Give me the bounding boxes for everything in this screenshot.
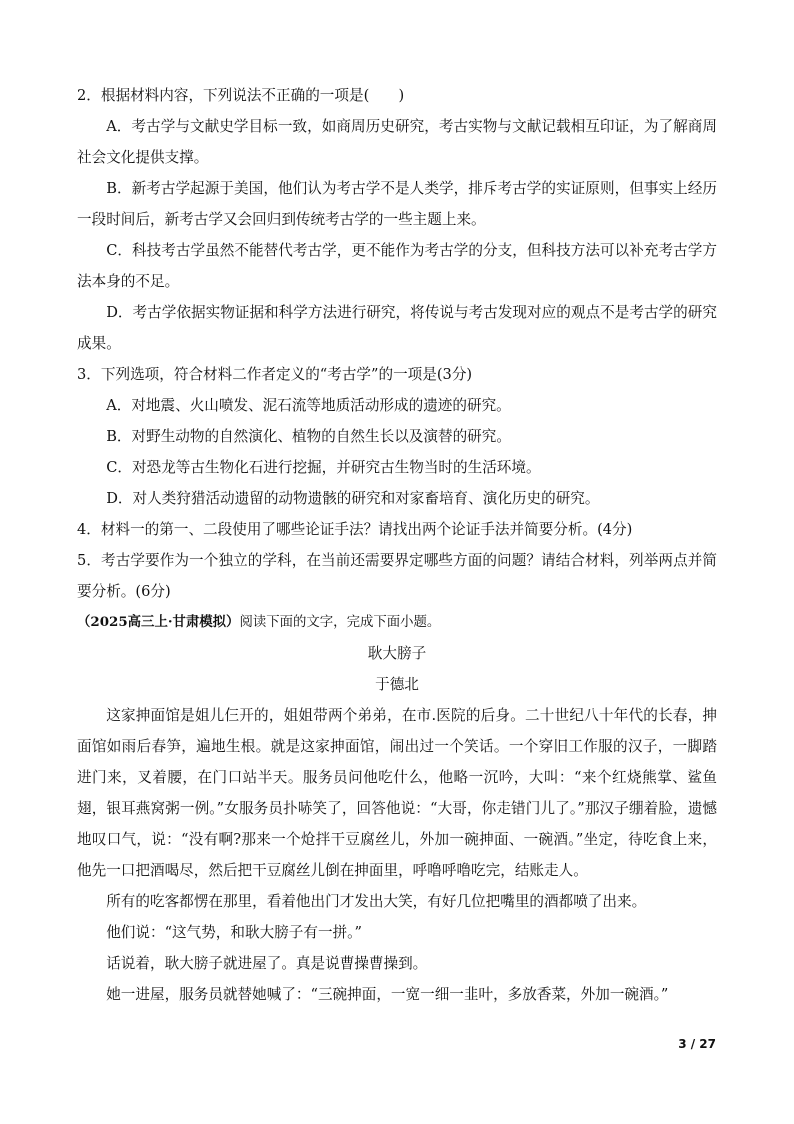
story-paragraph-2: 所有的吃客都愣在那里，看着他出门才发出大笑，有好几位把嘴里的酒都喷了出来。: [106, 893, 647, 910]
q4-question: 4．材料一的第一、二段使用了哪些论证手法？请找出两个论证手法并简要分析。(4分): [77, 521, 633, 538]
story-paragraph-3: 他们说：“这气势，和耿大膀子有一拼。”: [106, 924, 362, 941]
instruction-text: 阅读下面的文字，完成下面小题。: [239, 615, 441, 630]
story-paragraph-5: 她一进屋，服务员就替她喊了：“三碗抻面，一宽一细一韭叶，多放香菜，外加一碗酒。”: [106, 986, 669, 1003]
q3-option-d: D．对人类狩猎活动遗留的动物遗骸的研究和对家畜培育、演化历史的研究。: [106, 490, 600, 507]
page-number: 3 / 27: [678, 1037, 716, 1051]
q5-question: 5．考古学要作为一个独立的学科，在当前还需要界定哪些方面的问题？请结合材料，列举两点并简要分析。(6分): [77, 552, 717, 600]
story-title: 耿大膀子: [367, 645, 427, 662]
story-author: 于德北: [375, 676, 419, 693]
q3-stem: 3．下列选项，符合材料二作者定义的“考古学”的一项是(3分): [77, 366, 473, 383]
source-tag: （2025高三上·甘肃模拟）: [77, 614, 240, 630]
q2-option-d: D．考古学依据实物证据和科学方法进行研究，将传说与考古发现对应的观点不是考古学的研究成果。: [77, 304, 717, 352]
q3-option-c: C．对恐龙等古生物化石进行挖掘，并研究古生物当时的生活环境。: [106, 459, 541, 476]
page-content: [77, 80, 717, 1010]
reading-instruction: [77, 607, 717, 638]
q2-option-a: A．考古学与文献史学目标一致，如商周历史研究，考古实物与文献记载相互印证，为了解商周社会文化提供支撑。: [77, 118, 717, 166]
q3-option-a: A．对地震、火山喷发、泥石流等地质活动形成的遗迹的研究。: [106, 397, 511, 414]
story-paragraph-4: 话说着，耿大膀子就进屋了。真是说曹操曹操到。: [106, 955, 428, 972]
q3-option-b: B．对野生动物的自然演化、植物的自然生长以及演替的研究。: [106, 428, 511, 445]
q2-stem: 2．根据材料内容，下列说法不正确的一项是( ): [77, 87, 405, 104]
q2-option-b: B．新考古学起源于美国，他们认为考古学不是人类学，排斥考古学的实证原则，但事实上经历一段时间后，新考古学又会回归到传统考古学的一些主题上来。: [77, 180, 717, 228]
story-paragraph-1: 这家抻面馆是姐儿仨开的，姐姐带两个弟弟，在市.医院的后身。二十世纪八十年代的长春，抻面馆如雨后春笋，遍地生根。就是这家抻面馆，闹出过一个笑话。一个穿旧工作服的汉子，一脚踏进门来，叉着腰，在门口站半天。服务员问他吃什么，他略一沉吟，大叫：“来个红烧熊掌、鲨鱼翅，银耳燕窝粥一例。”女服务员扑哧笑了，回答他说：“大哥，你走错门儿了。”那汉子绷着脸，遗憾地叹口气，说：“没有啊?那来一个炝拌干豆腐丝儿，外加一碗抻面、一碗酒。”坐定，待吃食上来，他先一口把酒喝尽，然后把干豆腐丝儿倒在抻面里，呼噜呼噜吃完，结账走人。: [77, 707, 717, 879]
q2-option-c: C．科技考古学虽然不能替代考古学，更不能作为考古学的分支，但科技方法可以补充考古学方法本身的不足。: [77, 242, 717, 290]
